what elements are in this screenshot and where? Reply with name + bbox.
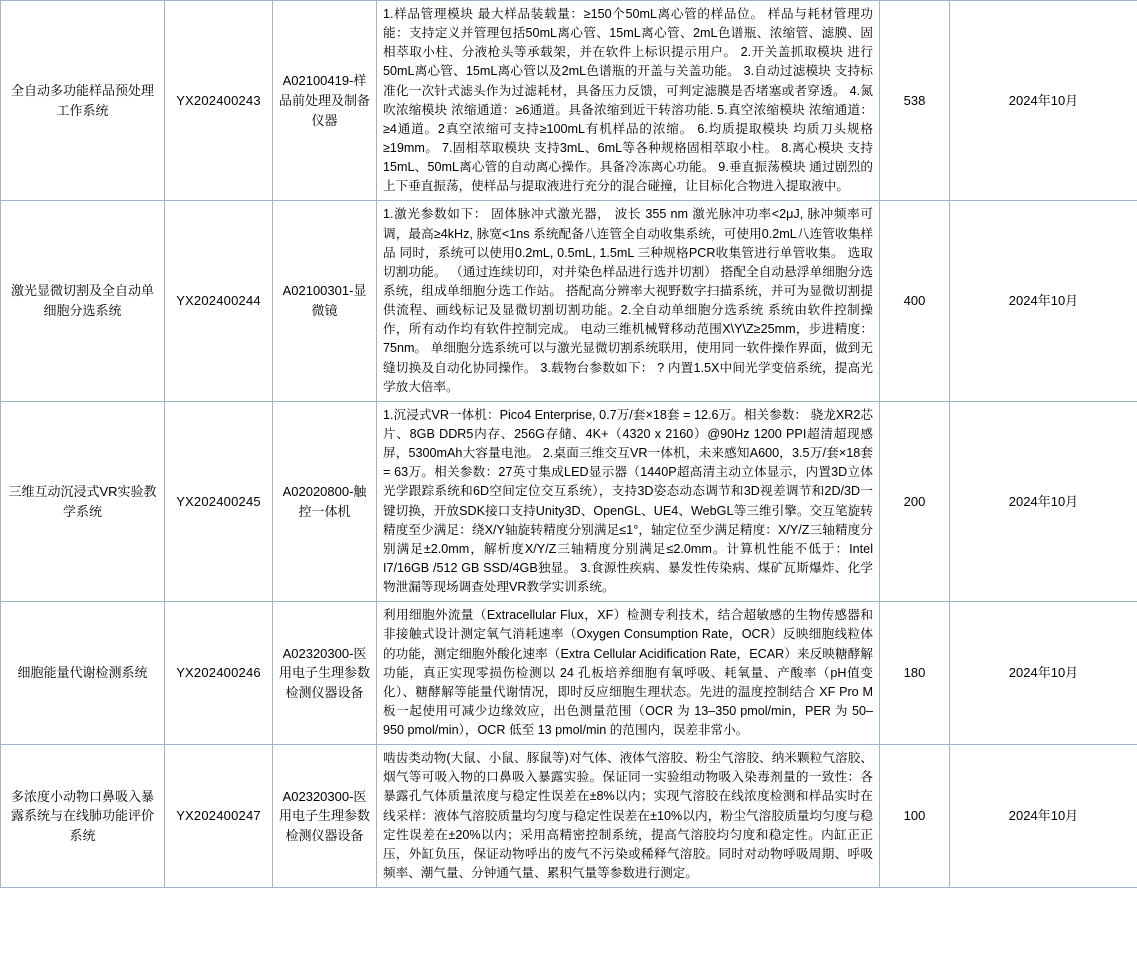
equipment-date: 2024年10月	[950, 602, 1137, 745]
equipment-name: 细胞能量代谢检测系统	[1, 602, 165, 745]
equipment-name: 三维互动沉浸式VR实验教学系统	[1, 401, 165, 601]
equipment-category: A02100419-样品前处理及制备仪器	[273, 1, 377, 201]
equipment-spec: 利用细胞外流量（Extracellular Flux，XF）检测专利技术，结合超敏感的生物传感器和非接触式设计测定氧气消耗速率（Oxygen Consumption Rate，OCR）反映细胞线粒体的功能，测定细胞外酸化速率（Extra Cellular Acidification Rate，ECAR）来反映糖酵解功能，真正实现零损伤检测以 24 孔板培养细胞有氧呼吸、耗氧量、产酸率（pH值变化）、糖酵解等能量代谢情况，即时反应细胞生理状态。先进的温度控制结合 XF Pro M 板一起使用可减少边缘效应，出色测量范围（OCR 为 13–350 pmol/min，PER 为 50–950 pmol/min），OCR 低至 13 pmol/min 的范围内，误差非常小。	[377, 602, 880, 745]
equipment-category: A02320300-医用电子生理参数检测仪器设备	[273, 745, 377, 888]
equipment-amount: 200	[880, 401, 950, 601]
equipment-amount: 400	[880, 201, 950, 401]
equipment-name: 全自动多功能样品预处理工作系统	[1, 1, 165, 201]
table-row	[1, 401, 1137, 601]
equipment-date: 2024年10月	[950, 1, 1137, 201]
equipment-category: A02100301-显微镜	[273, 201, 377, 401]
equipment-name: 多浓度小动物口鼻吸入暴露系统与在线肺功能评价系统	[1, 745, 165, 888]
equipment-date: 2024年10月	[950, 401, 1137, 601]
equipment-date: 2024年10月	[950, 745, 1137, 888]
table-row	[1, 1, 1137, 201]
equipment-category: A02020800-触控一体机	[273, 401, 377, 601]
equipment-amount: 180	[880, 602, 950, 745]
equipment-spec: 1.样品管理模块 最大样品装载量：≥150个50mL离心管的样品位。 样品与耗材管理功能：支持定义并管理包括50mL离心管、15mL离心管、2mL色谱瓶、浓缩管、滤膜、固相萃取小柱、分液枪头等承载架，并在软件上标识提示用户。 2.开关盖抓取模块 进行50mL离心管、15mL离心管以及2mL色谱瓶的开盖与关盖功能。 3.自动过滤模块 支持标准化一次针式滤头作为过滤耗材，具备压力反馈，可判定滤膜是否堵塞或者穿透。 4.氮吹浓缩模块 浓缩通道：≥6通道。具备浓缩到近干转溶功能. 5.真空浓缩模块 浓缩通道：≥4通道。2真空浓缩可支持≥100mL有机样品的浓缩。 6.均质提取模块 均质刀头规格≥19mm。 7.固相萃取模块 支持3mL、6mL等各种规格固相萃取小柱。 8.离心模块 支持15mL、50mL离心管的自动离心操作。具备冷冻离心功能。 9.垂直振荡模块 通过剧烈的上下垂直振荡，使样品与提取液进行充分的混合碰撞，让目标化合物进入提取液中。	[377, 1, 880, 201]
equipment-code: YX202400243	[165, 1, 273, 201]
table-row	[1, 602, 1137, 745]
equipment-name: 激光显微切割及全自动单细胞分选系统	[1, 201, 165, 401]
equipment-code: YX202400244	[165, 201, 273, 401]
equipment-spec: 1.沉浸式VR一体机：Pico4 Enterprise, 0.7万/套×18套 = 12.6万。相关参数： 骁龙XR2芯片、8GB DDR5内存、256G存储、4K+（4320 x 2160）@90Hz 1200 PPI超清超现感屏，5300mAh大容量电池。 2.桌面三维交互VR一体机，未来感知A600，3.5万/套×18套 = 63万。相关参数：27英寸集成LED显示器（1440P超高清主动立体显示，内置3D立体光学跟踪系统和6D空间定位交互系统），支持3D姿态动态调节和3D视差调节和2D/3D一键切换，开放SDK接口支持Unity3D、OpenGL、UE4、WebGL等三维引擎。交互笔旋转精度至少满足：绕X/Y轴旋转精度分别满足≤1°，轴定位至少满足精度：X/Y/Z三轴精度分别满足±2.0mm，解析度X/Y/Z三轴精度分别满足≤2.0mm。计算机性能不低于：Intel I7/16GB /512 GB SSD/4GB独显。 3.食源性疾病、暴发性传染病、煤矿瓦斯爆炸、化学物泄漏等现场调查处理VR教学实训系统。	[377, 401, 880, 601]
table-row	[1, 745, 1137, 888]
equipment-spec: 1.激光参数如下： 固体脉冲式激光器， 波长 355 nm 激光脉冲功率<2μJ, 脉冲频率可调，最高≥4kHz, 脉宽<1ns 系统配备八连管全自动收集系统，可使用0.2mL八连管收集样品 同时，系统可以使用0.2mL, 0.5mL, 1.5mL 三种规格PCR收集管进行单管收集。 选取切割功能。 （通过连续切印，对并染色样品进行选并切割） 搭配全自动悬浮单细胞分选系统，组成单细胞分选工作站。 搭配高分辨率大视野数字扫描系统，并可为显微切割提供流程、画线标记及显微切割切割功能。2.全自动单细胞分选系统 系统由软件控制操作，所有动作均有软件控制完成。 电动三维机械臂移动范围X\Y\Z≥25mm，步进精度：75nm。 单细胞分选系统可以与激光显微切割系统联用，使用同一软件操作界面，做到无缝切换及自动化协同操作。 3.载物台参数如下： ? 内置1.5X中间光学变倍系统，提高光学放大倍率。	[377, 201, 880, 401]
equipment-code: YX202400247	[165, 745, 273, 888]
equipment-code: YX202400246	[165, 602, 273, 745]
equipment-amount: 100	[880, 745, 950, 888]
table-row	[1, 201, 1137, 401]
equipment-spec: 啮齿类动物(大鼠、小鼠、豚鼠等)对气体、液体气溶胶、粉尘气溶胶、纳米颗粒气溶胶、烟气等可吸入物的口鼻吸入暴露实验。保证同一实验组动物吸入染毒剂量的一致性：各暴露孔气体质量浓度与稳定性误差在±8%以内；实现气溶胶在线浓度检测和样品实时在线采样：液体气溶胶质量均匀度与稳定性误差在±10%以内，粉尘气溶胶质量均匀度与稳定性误差在±20%以内；采用高精密控制系统，提高气溶胶均匀度和稳定性。内缸正正压，外缸负压，保证动物呼出的废气不污染或稀释气溶胶。同时对动物呼吸周期、呼吸频率、潮气量、分钟通气量、累积气量等参数进行测定。	[377, 745, 880, 888]
equipment-amount: 538	[880, 1, 950, 201]
equipment-code: YX202400245	[165, 401, 273, 601]
equipment-date: 2024年10月	[950, 201, 1137, 401]
equipment-category: A02320300-医用电子生理参数检测仪器设备	[273, 602, 377, 745]
table-body	[1, 1, 1137, 888]
